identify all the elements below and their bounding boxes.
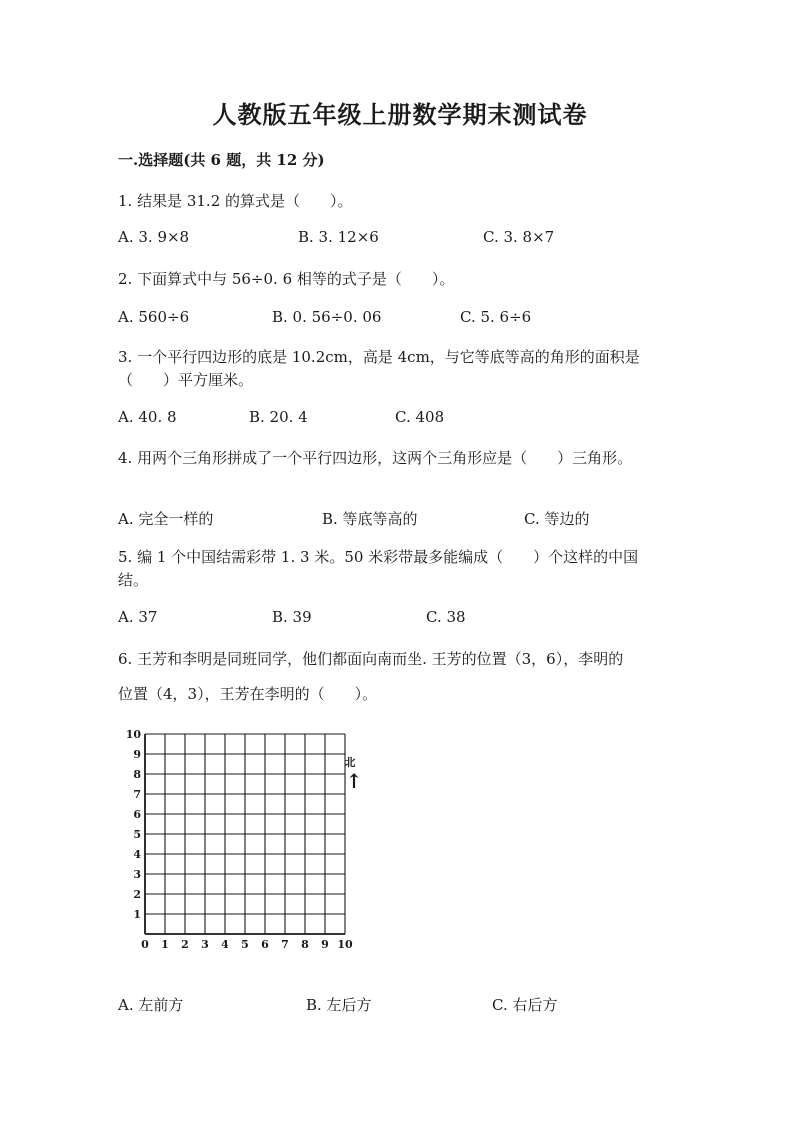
question-4-option-c: C. 等边的	[524, 510, 590, 528]
question-6-option-b: B. 左后方	[306, 996, 372, 1014]
question-5-stem: 5. 编 1 个中国结需彩带 1. 3 米。50 米彩带最多能编成（ ）个这样的中国	[118, 548, 639, 566]
question-6-option-a: A. 左前方	[118, 996, 184, 1014]
question-2-option-c: C. 5. 6÷6	[460, 308, 532, 326]
grid-lines	[145, 734, 345, 934]
x-axis-tick-label: 3	[201, 938, 209, 951]
x-axis-tick-label: 10	[337, 938, 353, 951]
question-2-stem: 2. 下面算式中与 56÷0. 6 相等的式子是（ ）。	[118, 270, 455, 288]
question-6-option-c: C. 右后方	[492, 996, 558, 1014]
question-5-option-a: A. 37	[118, 608, 158, 626]
question-4-option-b: B. 等底等高的	[322, 510, 418, 528]
x-axis-tick-label: 6	[261, 938, 269, 951]
x-axis-tick-label: 7	[281, 938, 289, 951]
x-axis-tick-label: 8	[301, 938, 309, 951]
y-axis-tick-label: 4	[133, 848, 141, 861]
y-axis-tick-label: 1	[133, 908, 141, 921]
x-axis-tick-label: 1	[161, 938, 169, 951]
question-2-option-a: A. 560÷6	[118, 308, 190, 326]
question-3-stem-continued: （ ）平方厘米。	[118, 371, 254, 389]
question-1-option-b: B. 3. 12×6	[298, 228, 379, 246]
question-1-option-c: C. 3. 8×7	[483, 228, 555, 246]
question-2-option-b: B. 0. 56÷0. 06	[272, 308, 382, 326]
x-axis-tick-label: 0	[141, 938, 149, 951]
y-axis-labels	[126, 728, 142, 921]
y-axis-tick-label: 3	[133, 868, 141, 881]
north-arrow-icon: ↑	[345, 769, 363, 793]
question-6-stem: 6. 王芳和李明是同班同学，他们都面向南而坐. 王芳的位置（3，6），李明的	[118, 650, 624, 668]
page-title: 人教版五年级上册数学期末测试卷	[212, 100, 588, 129]
y-axis-tick-label: 5	[133, 828, 141, 841]
x-axis-tick-label: 2	[181, 938, 189, 951]
y-axis-tick-label: 8	[133, 768, 141, 781]
north-label: 北	[344, 756, 356, 769]
section-heading: 一.选择题(共 6 题，共 12 分)	[118, 151, 325, 169]
y-axis-tick-label: 9	[133, 748, 141, 761]
coordinate-grid	[118, 728, 368, 957]
x-axis-tick-label: 4	[221, 938, 229, 951]
question-5-stem-continued: 结。	[118, 571, 149, 589]
y-axis-tick-label: 6	[133, 808, 141, 821]
question-4-option-a: A. 完全一样的	[118, 510, 214, 528]
y-axis-tick-label: 10	[125, 728, 141, 741]
x-axis-tick-label: 9	[321, 938, 329, 951]
y-axis-tick-label: 7	[133, 788, 141, 801]
question-1-stem: 1. 结果是 31.2 的算式是（ ）。	[118, 192, 353, 210]
y-axis-tick-label: 2	[133, 888, 141, 901]
question-3-option-b: B. 20. 4	[249, 408, 308, 426]
question-1-option-a: A. 3. 9×8	[118, 228, 190, 246]
question-6-stem-continued: 位置（4，3），王芳在李明的（ ）。	[118, 685, 378, 703]
question-5-option-b: B. 39	[272, 608, 312, 626]
x-axis-labels	[141, 938, 353, 951]
question-3-option-c: C. 408	[395, 408, 445, 426]
question-4-stem: 4. 用两个三角形拼成了一个平行四边形，这两个三角形应是（ ）三角形。	[118, 449, 633, 467]
x-axis-tick-label: 5	[241, 938, 249, 951]
question-3-option-a: A. 40. 8	[118, 408, 177, 426]
question-5-option-c: C. 38	[426, 608, 466, 626]
question-3-stem: 3. 一个平行四边形的底是 10.2cm，高是 4cm，与它等底等高的角形的面积是	[118, 348, 640, 366]
